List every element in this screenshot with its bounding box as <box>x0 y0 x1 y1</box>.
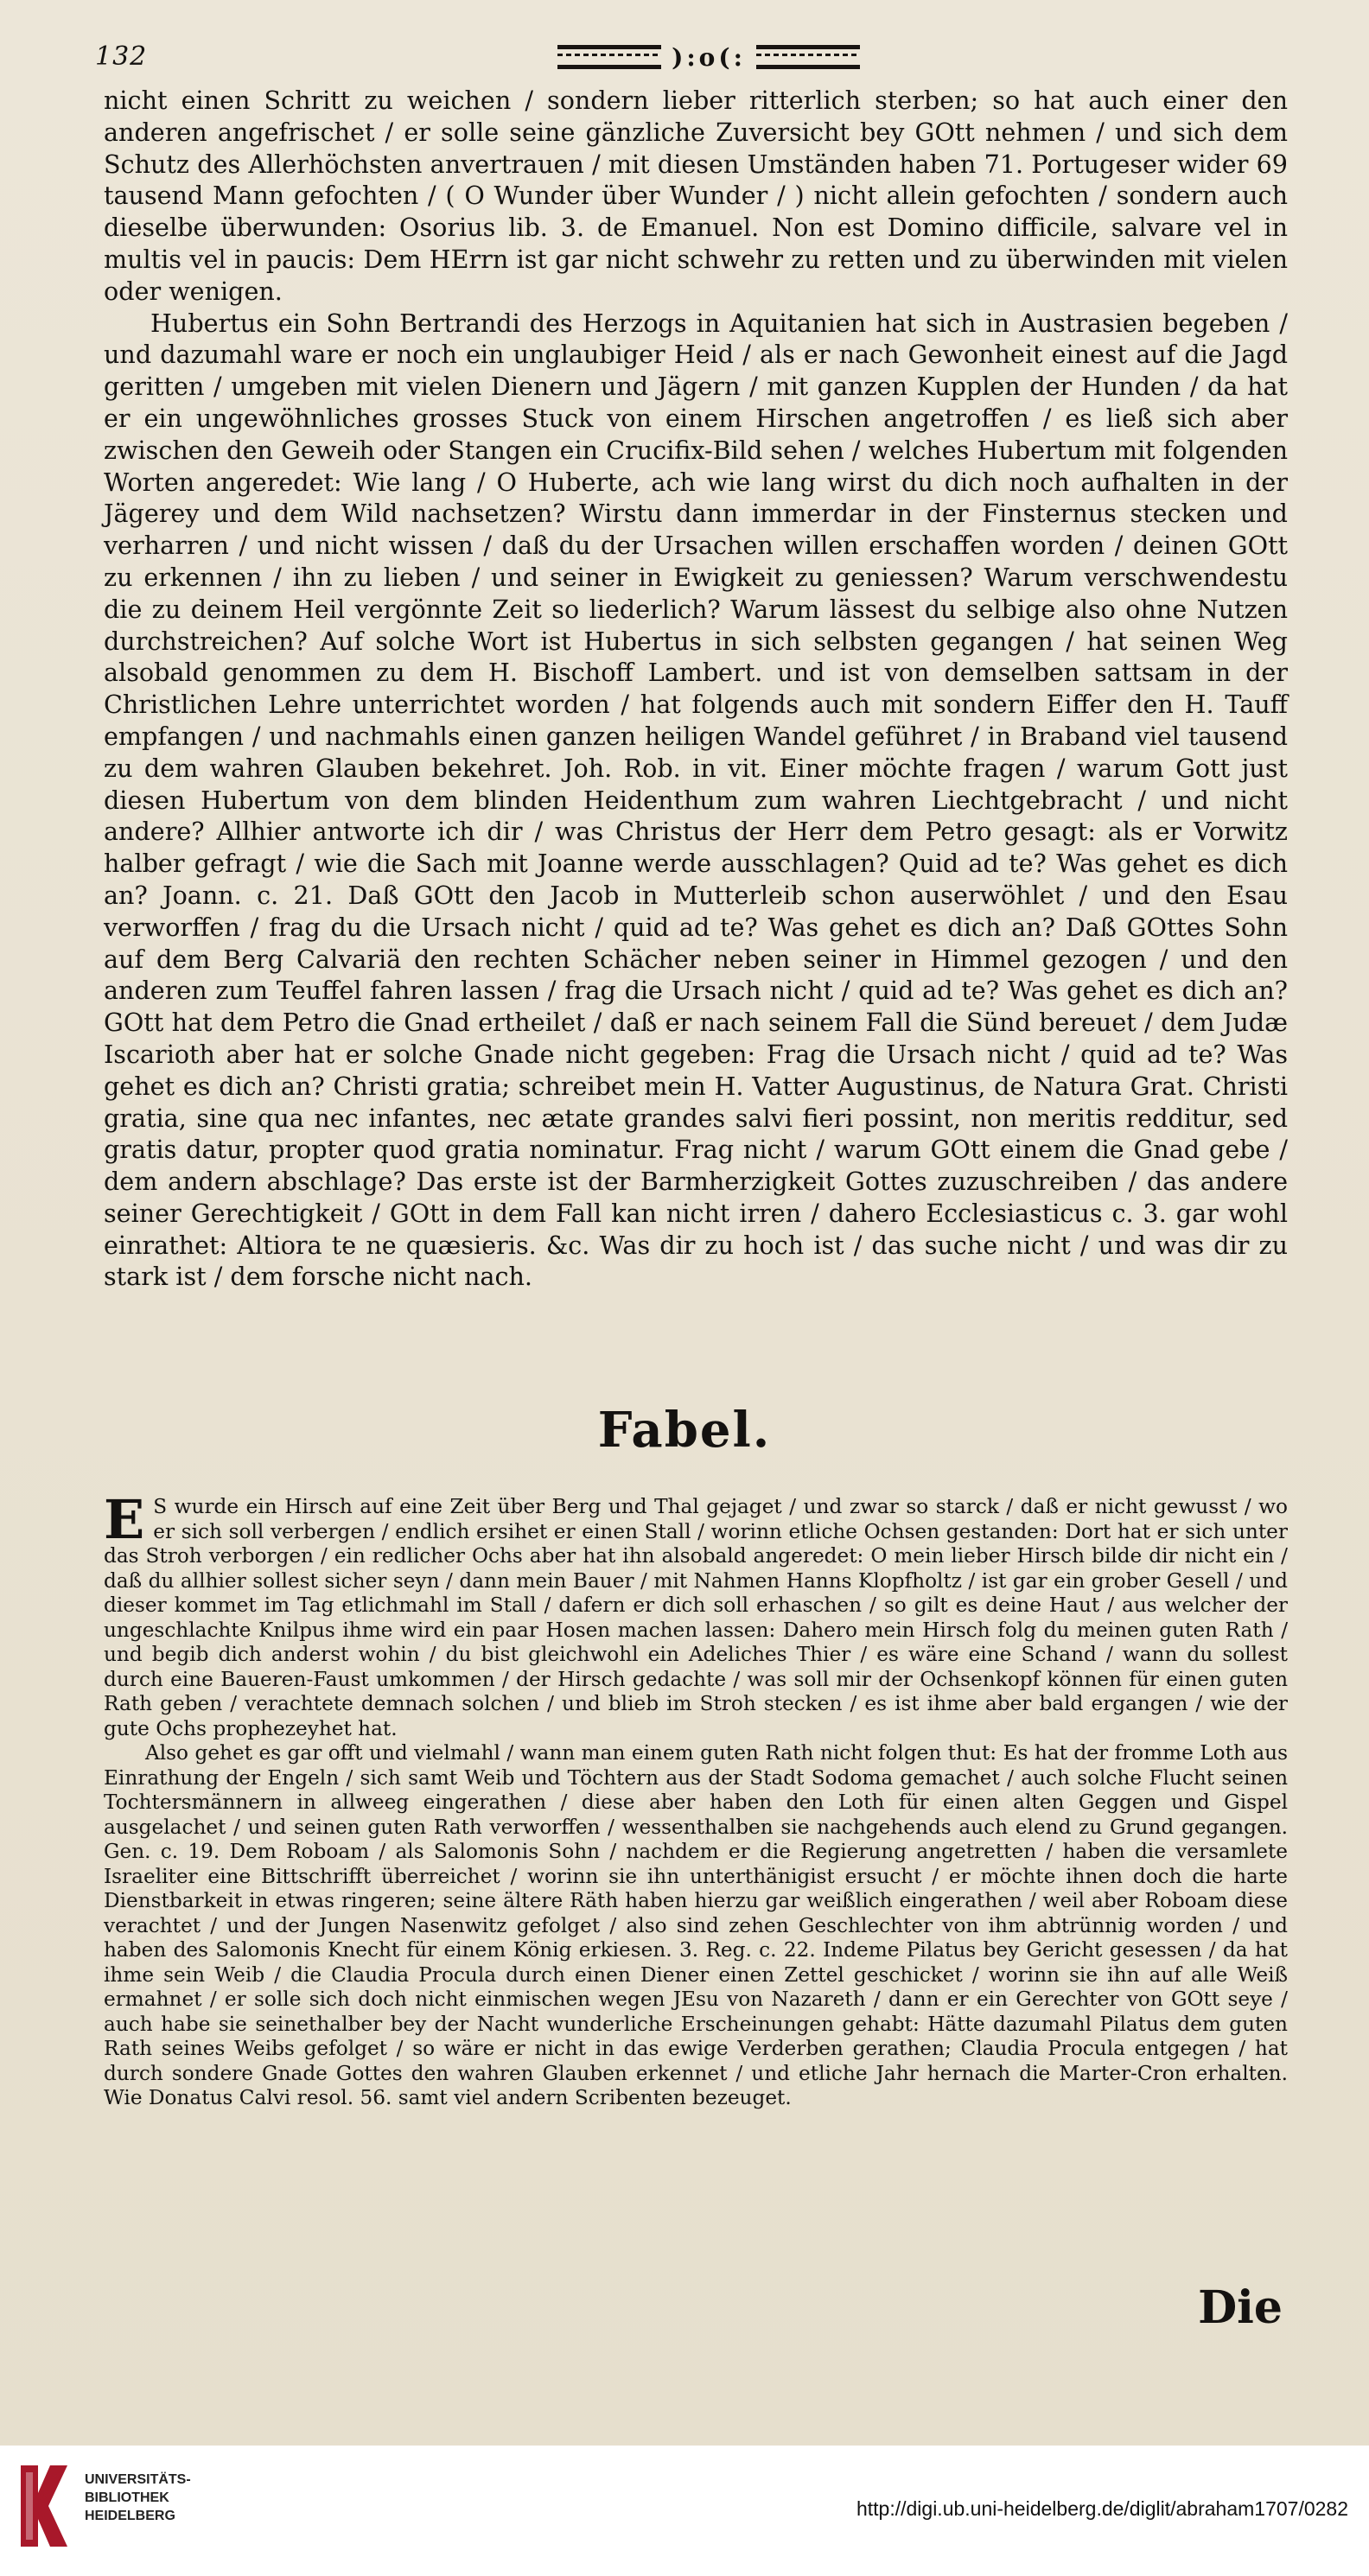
institution-line-1: UNIVERSITÄTS- <box>85 2472 191 2487</box>
fabel-paragraph-2: Also gehet es gar offt und vielmahl / wann man einem guten Rath nicht folgen thut: Es hat der fromme Loth aus Einrathung der Engeln / sich samt Weib und Töchtern aus der Stadt Sodoma gemachet / auch solche Flucht seinen Tochtersmännern in allweeg eingerathen / diese aber haben den Loth für einen alten Geggen und Gispel ausgelachet / und seinen guten Rath verworffen / wessenthalben sie nachgehends auch elend zu Grund gegangen. Gen. c. 19. Dem Roboam / als Salomonis Sohn / nachdem er die Regierung angetretten / haben die versamlete Israeliter eine Bittschrifft überreichet / worinn sie ihn unterthänigist ersucht / er möchte ihnen doch die harte Dienstbarkeit in etwas ringeren; seine ältere Räth haben hierzu gar weißlich eingerathen / weil aber Roboam diese verachtet / und der Jungen Nasenwitz gefolget / also sind zehen Geschlechter von ihm abtrünnig worden / und haben des Salomonis Knecht für einem König erkiesen. 3. Reg. c. 22. Indeme Pilatus bey Gericht gesessen / da hat ihme sein Weib / die Claudia Procula durch einen Diener einen Zettel geschicket / worinn sie ihn auf alle Weiß ermahnet / er solle sich doch nicht einmischen wegen JEsu von Nazareth / dann er ein Gerechter von GOtt seye / auch habe sie seinethalber bey der Nacht wunderliche Erscheinungen gehabt: Hätte dazumahl Pilatus dem guten Rath seines Weibs gefolget / so wäre er nicht in das ewige Verderben gerathen; Claudia Procula entgegen / hat durch sondere Gnade Gottes den wahren Glauben erkennet / und etliche Jahr hernach die Marter-Cron erhalten. Wie Donatus Calvi resol. 56. samt viel andern Scribenten bezeuget. <box>104 1741 1288 2109</box>
main-text <box>104 85 1288 1293</box>
fabel-paragraph-1-text: S wurde ein Hirsch auf eine Zeit über Berg und Thal gejaget / und zwar so starck / daß er nicht gewusst / wo er sich soll verbergen / endlich ersihet er einen Stall / worinn etliche Ochsen gestanden: Dort hat er sich unter das Stroh verborgen / ein redlicher Ochs aber hat ihn alsobald angeredet: O mein lieber Hirsch bilde dir nicht ein / daß du allhier sollest sicher seyn / dann mein Bauer / mit Nahmen Hanns Klopfholtz / ist gar ein grober Gesell / und dieser kommet im Tag etlichmahl im Stall / dafern er dich soll erhaschen / so gilt es deine Haut / aus welcher der ungeschlachte Knilpus ihme wird ein paar Hosen machen lassen: Dahero mein Hirsch folg du meinen guten Rath / und begib dich anderst wohin / du bist gleichwohl ein Adeliches Thier / es wäre eine Schand / wann du sollest durch eine Baueren-Faust umkommen / der Hirsch gedachte / was soll mir der Ochsenkopf können für einen guten Rath geben / verachtete demnach solchen / und blieb im Stroh stecken / es ist ihme aber bald ergangen / wie der gute Ochs prophezeyhet hat. <box>104 1495 1288 1740</box>
fabel-heading: Fabel. <box>597 1402 772 1459</box>
ornament-text: ):o(: <box>672 42 746 72</box>
viewer-footer <box>0 2446 1369 2576</box>
institution-line-2: BIBLIOTHEK <box>85 2490 169 2505</box>
permalink-url[interactable]: http://digi.ub.uni-heidelberg.de/diglit/abraham1707/0282 <box>856 2497 1348 2520</box>
paragraph-1: nicht einen Schritt zu weichen / sondern lieber ritterlich sterben; so hat auch einer den anderen angefrischet / er solle seine gänzliche Zuversicht bey GOtt nehmen / und sich dem Schutz des Allerhöchsten anvertrauen / mit diesen Umständen haben 71. Portugeser wider 69 tausend Mann gefochten / ( O Wunder über Wunder / ) nicht allein gefochten / sondern auch dieselbe überwunden: Osorius lib. 3. de Emanuel. Non est Domino difficile, salvare vel in multis vel in paucis: Dem HErrn ist gar nicht schwehr zu retten und zu überwinden mit vielen oder wenigen. <box>104 86 1288 306</box>
institution-line-3: HEIDELBERG <box>85 2509 175 2523</box>
paragraph-2: Hubertus ein Sohn Bertrandi des Herzogs in Aquitanien hat sich in Austrasien begeben / und dazumahl ware er noch ein unglaubiger Heid / als er nach Gewonheit einest auf die Jagd geritten / umgeben mit vielen Dienern und Jägern / mit ganzen Kupplen der Hunden / da hat er ein ungewöhnliches grosses Stuck von einem Hirschen angetroffen / es ließ sich aber zwischen den Geweih oder Stangen ein Crucifix-Bild sehen / welches Hubertum mit folgenden Worten angeredet: Wie lang / O Huberte, ach wie lang wirst du dich noch aufhalten in der Jägerey und dem Wild nachsetzen? Wirstu dann immerdar in der Finsternus stecken und verharren / und nicht wissen / daß du der Ursachen willen erschaffen worden / deinen GOtt zu erkennen / ihn zu lieben / und seiner in Ewigkeit zu geniessen? Warum verschwendestu die zu deinem Heil vergönnte Zeit so liederlich? Warum lässest du selbige also ohne Nutzen durchstreichen? Auf solche Wort ist Hubertus in sich selbsten gegangen / hat seinen Weg alsobald genommen zu dem H. Bischoff Lambert. und ist von demselben sattsam in der Christlichen Lehre unterrichtet worden / hat folgends auch mit sondern Eiffer den H. Tauff empfangen / und nachmahls einen ganzen heiligen Wandel geführet / in Braband viel tausend zu dem wahren Glauben bekehret. Joh. Rob. in vit. Einer möchte fragen / warum Gott just diesen Hubertum von dem blinden Heidenthum zum wahren Liechtgebracht / und nicht andere? Allhier antworte ich dir / was Christus der Herr dem Petro gesagt: als er Vorwitz halber gefragt / wie die Sach mit Joanne werde ausschlagen? Quid ad te? Was gehet es dich an? Joann. c. 21. Daß GOtt den Jacob in Mutterleib schon auserwöhlet / und den Esau verworffen / frag du die Ursach nicht / quid ad te? Was gehet es dich an? Daß GOttes Sohn auf dem Berg Calvariä den rechten Schächer neben seiner in Himmel gezogen / und den anderen zum Teuffel fahren lassen / frag die Ursach nicht / quid ad te? Was gehet es dich an? GOtt hat dem Petro die Gnad ertheilet / daß er nach seinem Fall die Sünd bereuet / dem Judæ Iscarioth aber hat er solche Gnade nicht gegeben: Frag die Ursach nicht / quid ad te? Was gehet es dich an? Christi gratia; schreibet mein H. Vatter Augustinus, de Natura Grat. Christi gratia, sine qua nec infantes, nec ætate grandes salvi fieri possint, non meritis redditur, sed gratis datur, propter quod gratia nominatur. Frag nicht / warum GOtt einem die Gnad gebe / dem andern abschlage? Das erste ist der Barmherzigkeit Gottes zuzuschreiben / das andere seiner Gerechtigkeit / GOtt in dem Fall kan nicht irren / dahero Ecclesiasticus c. 3. gar wohl einrathet: Altiora te ne quæsieris. &c. Was dir zu hoch ist / das suche nicht / und was dir zu stark ist / dem forsche nicht nach. <box>104 308 1288 1292</box>
fabel-text <box>104 1488 1288 2111</box>
fabel-paragraph-1 <box>104 1488 1288 1741</box>
ornament-left-icon <box>557 45 661 69</box>
institution-name <box>85 2471 191 2525</box>
header-ornament <box>527 41 890 73</box>
drop-capital: E <box>104 1488 145 1551</box>
heidelberg-university-library-logo-icon <box>16 2458 73 2554</box>
catchword: Die <box>1198 2281 1283 2334</box>
page-number: 132 <box>95 41 148 72</box>
ornament-right-icon <box>756 45 860 69</box>
